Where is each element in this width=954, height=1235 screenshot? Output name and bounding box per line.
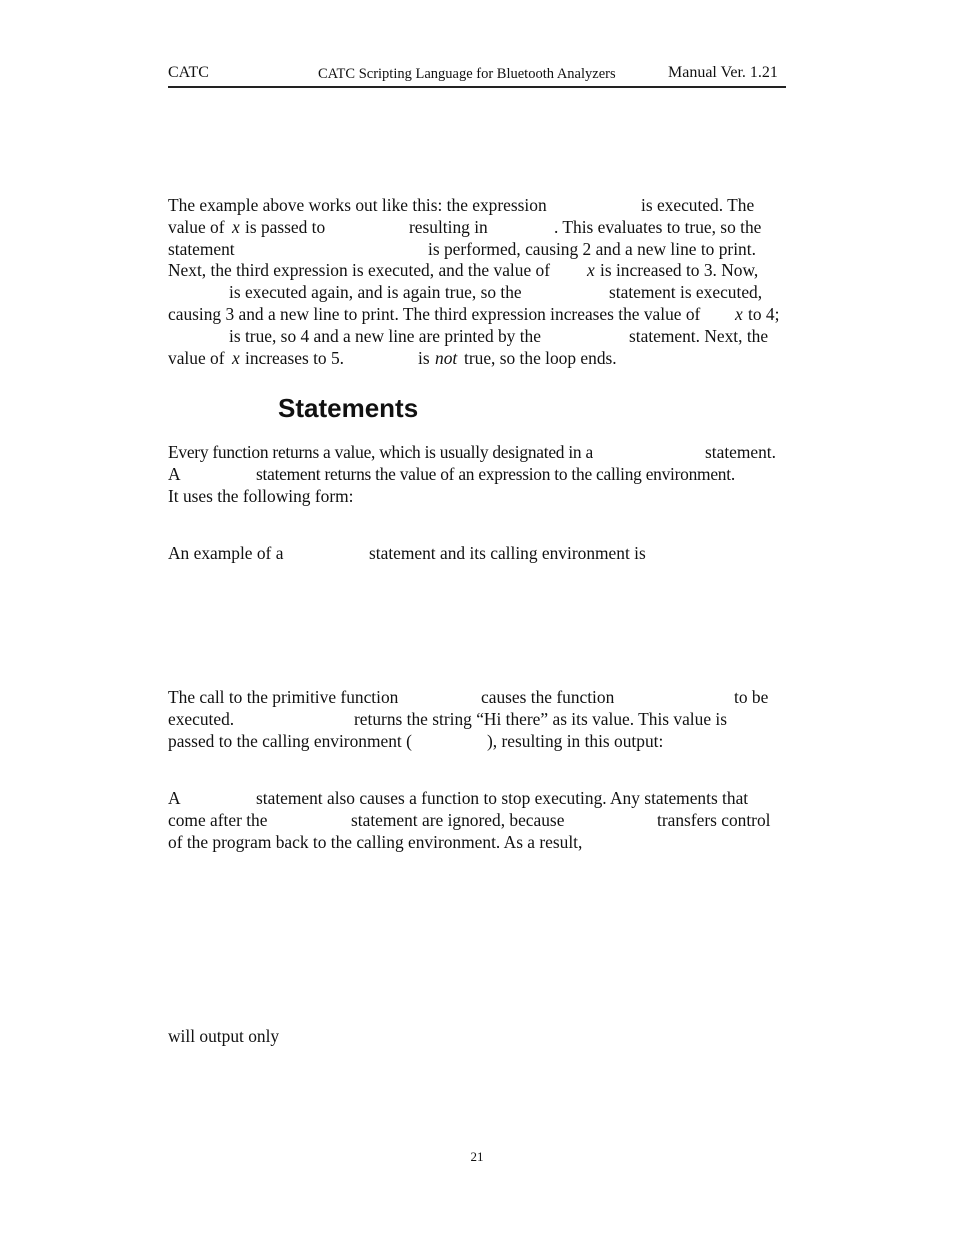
text: statement also causes a function to stop executing. Any statements that	[256, 788, 749, 808]
text: increases to 5.	[245, 347, 344, 368]
text: . This evaluates to true, so the	[554, 216, 762, 237]
text: to 4;	[748, 303, 780, 324]
text: statement is executed,	[609, 282, 763, 303]
text: is performed, causing 2 and a new line to print.	[428, 238, 756, 259]
section-heading: Statements	[278, 393, 419, 423]
text: is executed again, and is again true, so the	[229, 282, 522, 303]
text: value of	[168, 216, 225, 237]
text: statement. Next, the	[629, 325, 769, 346]
paragraph-return-intro	[168, 442, 783, 507]
text: causing 3 and a new line to print. The third expression increases the value of	[168, 303, 701, 324]
header-title: CATC Scripting Language for Bluetooth Analyzers	[318, 66, 616, 82]
text: statement.	[705, 442, 776, 462]
text: A	[168, 788, 181, 808]
text: The example above works out like this: the expression	[168, 195, 547, 215]
text: is true, so 4 and a new line are printed by the	[229, 325, 541, 346]
paragraph-return-stops	[168, 788, 783, 853]
text: is executed. The	[641, 195, 755, 215]
page-number: 21	[470, 1149, 484, 1164]
text: is increased to 3. Now,	[600, 260, 759, 281]
text: passed to the calling environment (	[168, 730, 412, 751]
header-version: Manual Ver. 1.21	[668, 64, 778, 81]
text: resulting in	[409, 216, 488, 237]
text: is	[418, 347, 430, 368]
var-x: x	[232, 347, 240, 368]
text: will output only	[168, 1026, 280, 1046]
text: statement returns the value of an expression to the calling environment.	[256, 463, 735, 484]
text: Next, the third expression is executed, and the value of	[168, 260, 550, 281]
text: The call to the primitive function	[168, 687, 399, 707]
var-x: x	[735, 303, 743, 324]
text: transfers control	[657, 809, 771, 830]
text: come after the	[168, 809, 268, 830]
text: statement and its calling environment is	[369, 543, 646, 563]
paragraph-example-intro	[168, 543, 783, 565]
text: is passed to	[245, 216, 326, 237]
text: statement are ignored, because	[351, 809, 565, 830]
text: value of	[168, 347, 225, 368]
text: statement	[168, 238, 235, 259]
text: A	[168, 463, 181, 484]
header-left: CATC	[168, 64, 209, 81]
var-x: x	[232, 216, 240, 237]
header-rule	[168, 86, 786, 88]
var-x: x	[587, 260, 595, 281]
text: An example of a	[168, 543, 284, 563]
paragraph-loop-explanation	[168, 195, 783, 369]
paragraph-call-explanation	[168, 687, 783, 752]
text: causes the function	[481, 687, 615, 707]
text: Every function returns a value, which is usually designated in a	[168, 442, 593, 462]
text: executed.	[168, 708, 235, 729]
emphasis-not: not	[435, 347, 458, 368]
paragraph-output-only	[168, 1026, 783, 1048]
text: returns the string “Hi there” as its value. This value is	[354, 708, 727, 729]
text: to be	[734, 687, 769, 707]
text: It uses the following form:	[168, 485, 354, 506]
text: of the program back to the calling environment. As a result,	[168, 831, 583, 852]
text: true, so the loop ends.	[464, 347, 617, 368]
text: ), resulting in this output:	[487, 730, 664, 751]
